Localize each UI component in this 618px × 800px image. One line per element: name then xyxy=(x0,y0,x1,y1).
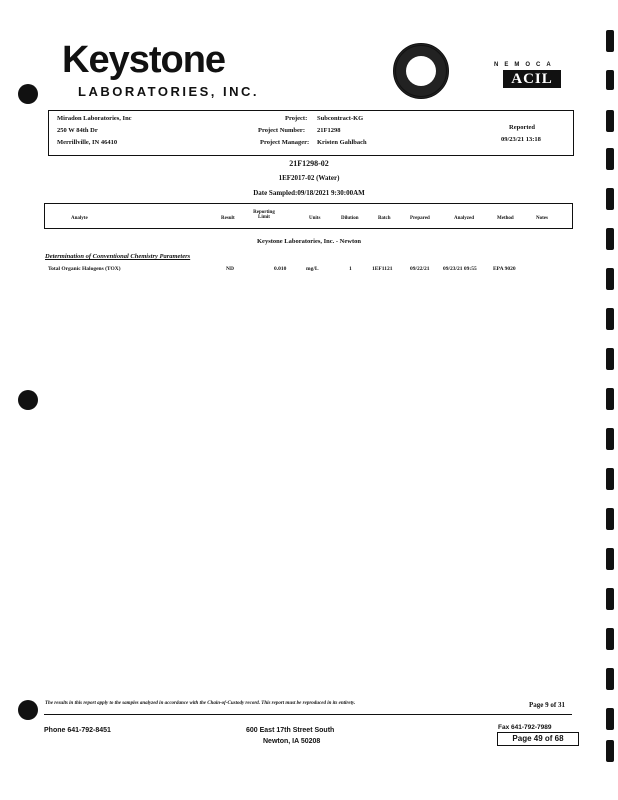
binder-hole-bottom xyxy=(18,700,38,720)
col-dilution: Dilution xyxy=(341,216,359,221)
footer-address-line1: 600 East 17th Street South xyxy=(246,727,335,734)
scan-edge-mark xyxy=(606,348,614,370)
binder-hole-middle xyxy=(18,390,38,410)
scan-edge-mark xyxy=(606,30,614,52)
scan-edge-mark xyxy=(606,740,614,762)
acil-logo: ACIL xyxy=(503,70,561,88)
scan-edge-mark xyxy=(606,110,614,132)
project-manager-label: Project Manager: xyxy=(260,139,310,146)
client-name: Miradon Laboratories, Inc xyxy=(57,115,132,122)
row-analyte: Total Organic Halogens (TOX) xyxy=(48,266,121,272)
binder-hole-top xyxy=(18,84,38,104)
scan-edge-mark xyxy=(606,388,614,410)
row-analyzed: 09/23/21 09:55 xyxy=(443,266,477,272)
col-notes: Notes xyxy=(536,216,548,221)
scan-edge-mark xyxy=(606,588,614,610)
client-address-line1: 250 W 84th Dr xyxy=(57,127,98,134)
project-manager-value: Kristen Gahlbach xyxy=(317,139,367,146)
row-batch: 1EF1121 xyxy=(372,266,393,272)
row-result: ND xyxy=(226,266,234,272)
lab-location: Keystone Laboratories, Inc. - Newton xyxy=(257,238,361,245)
footer-address-line2: Newton, IA 50208 xyxy=(263,738,321,745)
company-logo-subtitle: LABORATORIES, INC. xyxy=(78,84,260,99)
col-reporting-limit: Reporting Limit xyxy=(253,210,275,220)
col-prepared: Prepared xyxy=(410,216,430,221)
report-disclaimer: The results in this report apply to the samples analyzed in accordance with the Chain-of-Custody record. This report must be reproduced in its entirety. xyxy=(45,701,356,706)
company-logo-wordmark: Keystone xyxy=(62,39,226,81)
report-header-box xyxy=(48,110,574,156)
section-title: Determination of Conventional Chemistry Parameters xyxy=(45,253,191,260)
col-analyte: Analyte xyxy=(71,216,88,221)
overall-page-box: Page 49 of 68 xyxy=(497,732,579,746)
scan-edge-mark xyxy=(606,468,614,490)
scan-edge-mark xyxy=(606,548,614,570)
scan-edge-mark xyxy=(606,628,614,650)
scan-edge-mark xyxy=(606,668,614,690)
row-method: EPA 9020 xyxy=(493,266,516,272)
project-number-label: Project Number: xyxy=(258,127,305,134)
lab-sample-id: 21F1298-02 xyxy=(289,159,329,168)
report-page-number: Page 9 of 31 xyxy=(529,701,565,709)
scan-edge-mark xyxy=(606,268,614,290)
date-sampled: Date Sampled:09/18/2021 9:30:00AM xyxy=(253,189,365,197)
footer-divider xyxy=(44,714,572,715)
accreditation-top-text: NEMOCA xyxy=(494,62,557,68)
reported-datetime: 09/23/21 13:18 xyxy=(501,136,541,143)
col-result: Result xyxy=(221,216,235,221)
row-prepared: 09/22/21 xyxy=(410,266,430,272)
row-units: mg/L xyxy=(306,266,319,272)
project-number-value: 21F1298 xyxy=(317,127,341,134)
project-label: Project: xyxy=(285,115,308,122)
scan-edge-mark xyxy=(606,70,614,90)
client-sample-id: 1EF2017-02 (Water) xyxy=(278,174,340,182)
scan-edge-mark xyxy=(606,708,614,730)
client-address-line2: Merrillville, IN 46410 xyxy=(57,139,118,146)
col-batch: Batch xyxy=(378,216,391,221)
footer-phone: Phone 641-792-8451 xyxy=(44,727,111,734)
scan-edge-mark xyxy=(606,508,614,530)
col-analyzed: Analyzed xyxy=(454,216,474,221)
row-dilution: 1 xyxy=(349,266,352,272)
nelac-seal-icon xyxy=(393,43,449,99)
scan-edge-mark xyxy=(606,308,614,330)
results-column-header xyxy=(44,203,573,229)
reported-label: Reported xyxy=(509,124,535,131)
project-value: Subcontract-KG xyxy=(317,115,364,122)
col-method: Method xyxy=(497,216,514,221)
row-reporting-limit: 0.010 xyxy=(274,266,287,272)
footer-fax: Fax 641-792-7989 xyxy=(498,724,552,731)
col-units: Units xyxy=(309,216,321,221)
scan-edge-mark xyxy=(606,428,614,450)
